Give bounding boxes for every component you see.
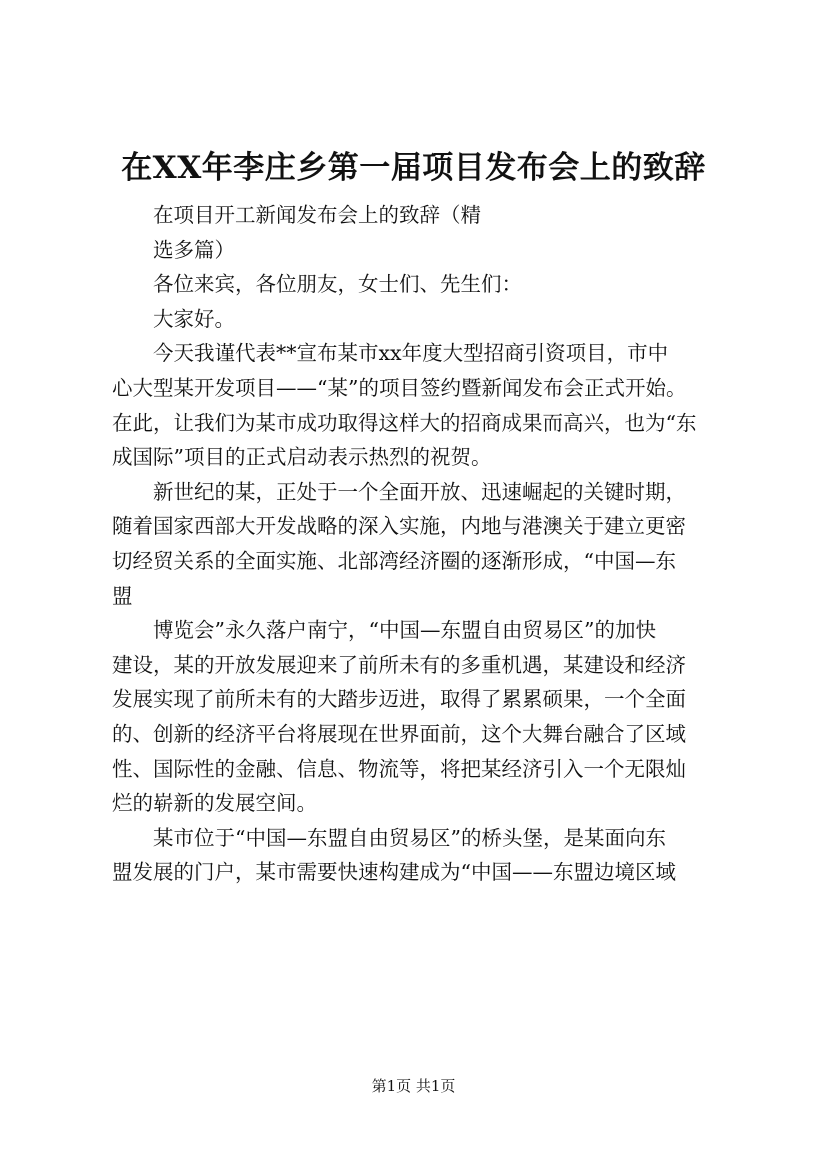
document-title: 在XX年李庄乡第一届项目发布会上的致辞 xyxy=(121,150,706,186)
text-line: 随着国家西部大开发战略的深入实施，内地与港澳关于建立更密 xyxy=(112,514,686,539)
text-line: 发展实现了前所未有的大踏步迈进，取得了累累硕果，一个全面 xyxy=(112,687,686,712)
text-line: 某市位于“中国—东盟自由贸易区”的桥头堡，是某面向东 xyxy=(112,825,666,850)
text-line: 切经贸关系的全面实施、北部湾经济圈的逐渐形成，“中国—东 xyxy=(112,548,676,573)
text-line: 烂的崭新的发展空间。 xyxy=(112,791,317,816)
text-line: 性、国际性的金融、信息、物流等，将把某经济引入一个无限灿 xyxy=(112,756,686,781)
text-line: 盟 xyxy=(112,583,133,608)
text-line: 心大型某开发项目——“某”的项目签约暨新闻发布会正式开始。 xyxy=(112,375,687,400)
text-line: 今天我谨代表**宣布某市xx年度大型招商引资项目，市中 xyxy=(112,341,669,366)
document-body xyxy=(112,198,724,890)
text-line: 新世纪的某，正处于一个全面开放、迅速崛起的关键时期， xyxy=(112,479,686,504)
text-line: 选多篇） xyxy=(112,237,235,262)
text-line: 建设，某的开放发展迎来了前所未有的多重机遇，某建设和经济 xyxy=(112,652,686,677)
text-line: 博览会”永久落户南宁，“中国—东盟自由贸易区”的加快 xyxy=(112,618,656,643)
text-line: 各位来宾，各位朋友，女士们、先生们： xyxy=(112,272,522,297)
text-line: 的、创新的经济平台将展现在世界面前，这个大舞台融合了区域 xyxy=(112,721,686,746)
text-line: 大家好。 xyxy=(112,306,235,331)
text-line: 在此，让我们为某市成功取得这样大的招商成果而高兴，也为“东 xyxy=(112,410,697,435)
text-line: 盟发展的门户，某市需要快速构建成为“中国——东盟边境区域 xyxy=(112,860,676,885)
page-number-footer: 第1页 共1页 xyxy=(371,1077,456,1095)
text-line: 成国际”项目的正式启动表示热烈的祝贺。 xyxy=(112,445,492,470)
text-line: 在项目开工新闻发布会上的致辞（精 xyxy=(112,203,481,227)
